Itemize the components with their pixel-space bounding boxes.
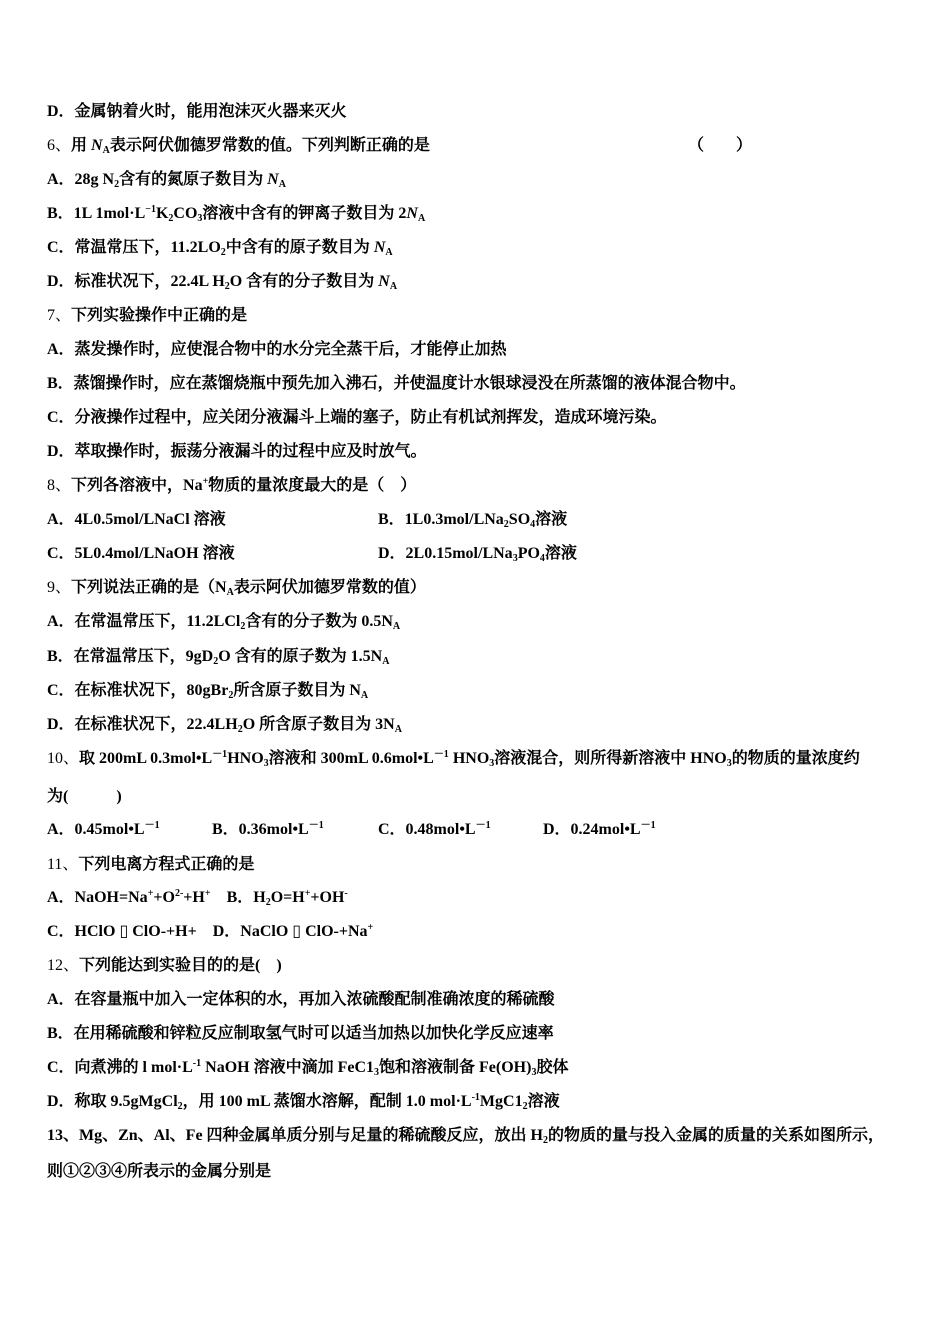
text-segment: 用 [71,137,92,154]
question-7-stem [47,306,247,326]
text-segment: -1 [471,1092,480,1103]
text-segment: C．5L0.4mol/LNaOH 溶液 [47,545,235,562]
text-segment: A．在常温常压下，11.2LCl [47,613,241,630]
text-segment: 下列电离方程式正确的是 [78,856,255,873]
text-segment: A [394,724,402,735]
text-segment: 含有的分子数为 0.5N [245,613,393,630]
text-segment: MgC1 [479,1093,523,1110]
text-segment: 8、 [47,477,72,494]
text-segment: B．在用稀硫酸和锌粒反应制取氢气时可以适当加热以加快化学反应速率 [47,1025,554,1042]
question-6-b [47,204,425,224]
text-segment: 4 [539,553,545,564]
text-segment: A．4L0.5mol/LNaCl 溶液 [47,511,226,528]
text-segment: A [417,213,426,224]
text-segment: D．0.24mol•L [543,821,641,838]
text-segment: 2 [240,621,246,632]
question-11-stem [47,855,254,875]
text-segment: 7、 [47,307,72,324]
text-segment: 溶液中含有的钾离子数目为 2 [202,205,407,222]
text-segment: 3 [531,1067,537,1078]
text-segment: 为( ) [47,788,122,805]
text-segment: CO [173,205,198,222]
text-segment: 则①②③④所表示的金属分别是 [47,1163,272,1180]
text-segment: A．NaOH=Na [47,889,148,906]
text-segment: A [382,656,390,667]
question-10-stem2 [47,787,122,807]
text-segment: +H [183,889,205,906]
text-segment: 3 [489,758,495,769]
text-segment: 4 [530,519,536,530]
text-segment: 表示阿伏加德罗常数的值） [233,579,426,596]
text-segment: 中含有的原子数目为 [225,239,374,256]
text-segment: 2 [522,1101,528,1112]
text-segment: 下列各溶液中，Na [71,477,203,494]
question-8-b [378,510,567,530]
text-segment: C．向煮沸的 l mol·L [47,1059,193,1076]
question-6-a [47,170,286,190]
text-segment: 2 [213,656,219,667]
text-segment: 6、 [47,137,72,154]
text-segment: C．分液操作过程中，应关闭分液漏斗上端的塞子，防止有机试剂挥发，造成环境污染。 [47,409,667,426]
text-segment: D．标准状况下，22.4L H [47,273,225,290]
text-segment: B．在常温常压下，9gD [47,648,214,665]
text-segment: 2 [177,1101,183,1112]
text-segment: B．1L 1mol·L [47,205,146,222]
text-segment: 2 [224,281,230,292]
text-segment: C．HClO ▯ ClO-+H+ D．NaClO ▯ ClO-+Na [47,923,368,940]
text-segment: C．常温常压下，11.2LO [47,239,221,256]
question-10-b [212,820,324,840]
text-segment: 取 200mL 0.3mol•L [79,750,213,767]
text-segment: A [278,179,286,190]
text-segment: N [267,171,279,188]
text-segment: 所含原子数目为 N [233,682,361,699]
question-9-stem [47,578,426,598]
question-12-stem [47,956,282,976]
text-segment: D．称取 9.5gMgCl [47,1093,178,1110]
question-10-stem [47,749,860,769]
text-segment: B．H [210,889,266,906]
text-segment: 下列实验操作中正确的是 [71,307,248,324]
text-segment: N [373,239,386,256]
text-segment: －1 [144,820,160,831]
question-8-d [378,544,577,564]
text-segment: －1 [475,820,491,831]
text-segment: －1 [433,749,449,760]
text-segment: B．1L0.3mol/LNa [378,511,504,528]
text-segment: 2- [174,888,184,899]
text-segment: 胶体 [536,1059,569,1076]
question-8-c [47,544,235,564]
text-segment: D．在标准状况下，22.4LH [47,716,238,733]
question-12-d [47,1092,560,1112]
text-segment: D．2L0.15mol/LNa [378,545,513,562]
text-segment: 物质的量浓度最大的是（ ） [208,477,417,494]
text-segment: O 含有的原子数为 1.5N [218,648,383,665]
text-segment: 2 [168,213,174,224]
text-segment: - [344,888,348,899]
text-segment: B．0.36mol•L [212,821,309,838]
text-segment: 溶液 [535,511,568,528]
text-segment: 12、 [47,957,80,974]
text-segment: 3 [726,758,732,769]
text-segment: 11、 [47,856,79,873]
question-9-b [47,647,389,667]
text-segment: 2 [237,724,243,735]
text-segment: SO [508,511,531,528]
question-11-cd [47,922,373,942]
question-11-ab [47,888,348,908]
text-segment: N [378,273,390,290]
text-segment: O=H [270,889,305,906]
text-segment: 溶液和 300mL 0.6mol•L [268,750,434,767]
question-9-c [47,681,368,701]
question-7-a [47,340,507,360]
question-prev-d [47,102,347,122]
text-segment: 2 [114,179,120,190]
text-segment: 表示阿伏伽德罗常数的值。下列判断正确的是 [109,137,430,154]
text-segment: + [202,476,209,487]
text-segment: 饱和溶液制备 Fe(OH) [379,1059,532,1076]
text-segment: 2 [265,897,271,908]
text-segment: + [367,922,374,933]
text-segment: A．0.45mol•L [47,821,145,838]
text-segment: D．萃取操作时，振荡分液漏斗的过程中应及时放气。 [47,443,427,460]
text-segment: 3 [197,213,203,224]
text-segment: K [155,205,169,222]
question-7-d [47,442,427,462]
text-segment: A [385,247,393,258]
text-segment: + [147,888,154,899]
text-segment: 2 [228,690,234,701]
text-segment: A．蒸发操作时，应使混合物中的水分完全蒸干后，才能停止加热 [47,341,507,358]
text-segment: 溶液混合，则所得新溶液中 HNO [494,750,727,767]
text-segment: 3 [263,758,269,769]
text-segment: －1 [212,749,228,760]
text-segment: 13、Mg、Zn、Al、Fe 四种金属单质分别与足量的稀硫酸反应，放出 H [47,1127,543,1144]
question-10-c [378,820,491,840]
text-segment: HNO [448,750,490,767]
text-segment: N [406,205,418,222]
text-segment: 2 [543,1135,548,1146]
text-segment: 下列能达到实验目的的是( ) [79,957,282,974]
question-12-c [47,1058,568,1078]
text-segment: －1 [308,820,324,831]
text-segment: C．0.48mol•L [378,821,476,838]
text-segment: HNO [227,750,264,767]
question-7-b [47,374,746,394]
question-6-c [47,238,393,258]
text-segment: A．在容量瓶中加入一定体积的水，再加入浓硫酸配制准确浓度的稀硫酸 [47,991,555,1008]
question-8-a [47,510,226,530]
question-9-a [47,612,400,632]
question-7-c [47,408,667,428]
text-segment: A [392,621,401,632]
question-13-stem2 [47,1162,271,1182]
text-segment: A [226,587,234,598]
text-segment: 2 [220,247,226,258]
text-segment: N [91,137,103,154]
text-segment: −1 [145,204,156,215]
question-8-stem [47,476,416,496]
text-segment: 溶液 [527,1093,560,1110]
text-segment: PO [517,545,540,562]
text-segment: 3 [374,1067,380,1078]
text-segment: －1 [640,820,656,831]
text-segment: O 所含原子数目为 3N [242,716,395,733]
question-10-d [543,820,656,840]
text-segment: A [360,690,369,701]
question-12-a [47,990,555,1010]
text-segment: A [389,281,398,292]
text-segment: ，用 100 mL 蒸馏水溶解，配制 1.0 mol·L [182,1093,472,1110]
text-segment: 的物质的量与投入金属的质量的关系如图所示， [548,1127,885,1144]
question-12-b [47,1024,554,1044]
question-6-d [47,272,397,292]
text-segment: + [304,888,311,899]
text-segment: 含有的氮原子数目为 [119,171,268,188]
text-segment: 下列说法正确的是（N [71,579,227,596]
text-segment: +OH [310,889,345,906]
text-segment: B．蒸馏操作时，应在蒸馏烧瓶中预先加入沸石，并使温度计水银球浸没在所蒸馏的液体混合物中。 [47,375,746,392]
text-segment: D．金属钠着火时，能用泡沫灭火器来灭火 [47,103,347,120]
question-13-stem [47,1126,884,1146]
text-segment: A [102,145,110,156]
text-segment: O 含有的分子数目为 [229,273,379,290]
text-segment: 的物质的量浓度约 [731,750,860,767]
text-segment: 9、 [47,579,72,596]
text-segment: -1 [192,1058,202,1069]
question-6-bracket [688,136,752,156]
text-segment: 溶液 [544,545,577,562]
text-segment: A．28g N [47,171,115,188]
text-segment: +O [153,889,175,906]
question-9-d [47,715,402,735]
text-segment: 2 [503,519,509,530]
text-segment: NaOH 溶液中滴加 FeC1 [201,1059,375,1076]
text-segment: + [204,888,211,899]
text-segment: 10、 [47,750,80,767]
question-6-stem [47,136,430,156]
text-segment: C．在标准状况下，80gBr [47,682,229,699]
text-segment: 3 [512,553,518,564]
question-10-a [47,820,160,840]
text-segment: （ ） [688,137,753,154]
